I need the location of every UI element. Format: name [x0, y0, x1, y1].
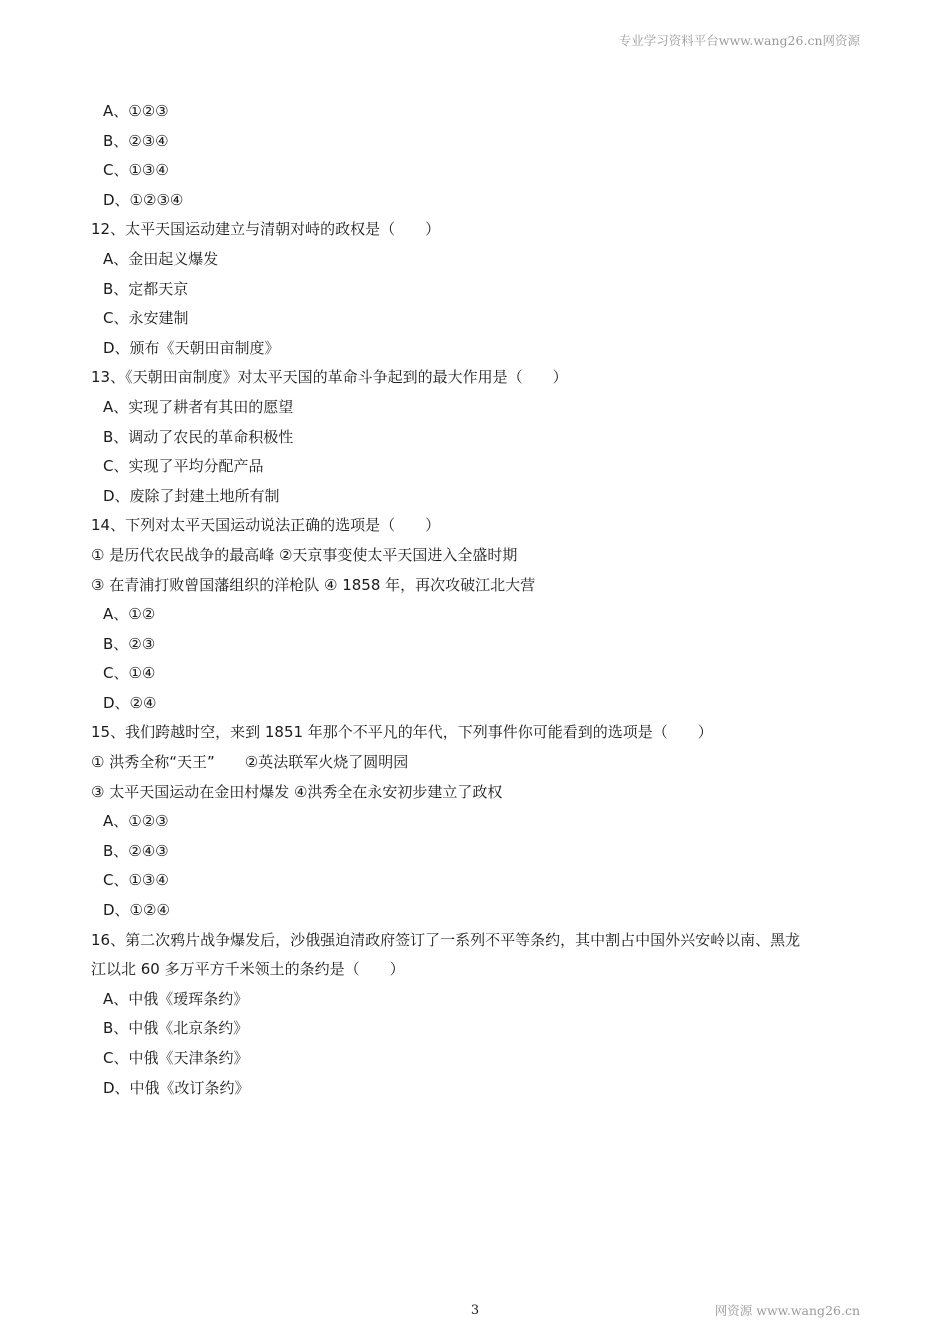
- question-content: [91, 97, 871, 1103]
- answer-option: C、中俄《天津条约》: [103, 1049, 249, 1067]
- question-text: 13、《天朝田亩制度》对太平天国的革命斗争起到的最大作用是（ ）: [91, 368, 568, 387]
- question-text: 16、第二次鸦片战争爆发后，沙俄强迫清政府签订了一系列不平等条约，其中割占中国外兴安岭以南、黑龙: [91, 930, 801, 949]
- answer-option: C、①④: [103, 664, 156, 683]
- answer-option: C、实现了平均分配产品: [103, 457, 264, 476]
- answer-option: B、②③: [103, 634, 156, 653]
- question-text: 15、我们跨越时空，来到 1851 年那个不平凡的年代，下列事件你可能看到的选项是（ ）: [91, 723, 713, 742]
- answer-option: D、②④: [103, 693, 157, 712]
- answer-option: C、永安建制: [103, 309, 189, 328]
- page-number: 3: [470, 1303, 480, 1318]
- question-text: 12、太平天国运动建立与清朝对峙的政权是（ ）: [91, 220, 441, 239]
- answer-option: D、颁布《天朝田亩制度》: [103, 338, 280, 357]
- answer-option: A、①②③: [103, 812, 169, 831]
- answer-option: D、①②④: [103, 901, 170, 920]
- statement-line: ③ 在青浦打败曾国藩组织的洋枪队 ④ 1858 年，再次攻破江北大营: [91, 575, 536, 594]
- question-text: 江以北 60 多万平方千米领土的条约是（ ）: [91, 960, 405, 979]
- answer-option: B、定都天京: [103, 279, 189, 298]
- answer-option: D、①②③④: [103, 190, 184, 209]
- answer-option: B、②④③: [103, 841, 169, 860]
- answer-option: D、废除了封建土地所有制: [103, 486, 280, 505]
- answer-option: A、金田起义爆发: [103, 249, 219, 268]
- answer-option: A、①②③: [103, 102, 169, 120]
- answer-option: A、实现了耕者有其田的愿望: [103, 397, 294, 416]
- answer-option: D、中俄《改订条约》: [103, 1078, 250, 1097]
- statement-line: ① 洪秀全称“天王” ②英法联军火烧了圆明园: [91, 753, 409, 772]
- answer-option: A、中俄《瑷珲条约》: [103, 989, 249, 1008]
- answer-option: B、调动了农民的革命积极性: [103, 427, 294, 446]
- answer-option: B、中俄《北京条约》: [103, 1019, 249, 1038]
- footer-watermark: 网资源 www.wang26.cn: [714, 1303, 860, 1318]
- answer-option: A、①②: [103, 605, 156, 624]
- statement-line: ① 是历代农民战争的最高峰 ②天京事变使太平天国进入全盛时期: [91, 545, 518, 564]
- statement-line: ③ 太平天国运动在金田村爆发 ④洪秀全在永安初步建立了政权: [91, 782, 503, 801]
- answer-option: C、①③④: [103, 161, 169, 180]
- header-watermark: 专业学习资料平台www.wang26.cn网资源: [618, 33, 860, 48]
- answer-option: C、①③④: [103, 871, 169, 890]
- answer-option: B、②③④: [103, 131, 169, 150]
- question-text: 14、下列对太平天国运动说法正确的选项是（ ）: [91, 516, 441, 535]
